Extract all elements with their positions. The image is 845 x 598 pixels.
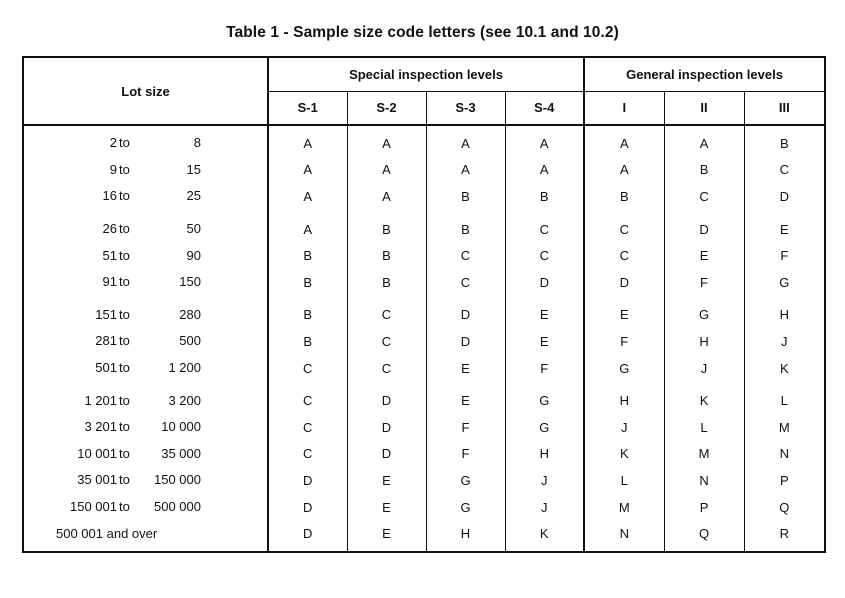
code-letter-cell: E	[347, 494, 426, 521]
lot-size-from: 91	[102, 274, 117, 290]
code-letter-cell: F	[664, 269, 744, 296]
special-inspection-header: Special inspection levels	[268, 57, 584, 91]
code-letter-cell: G	[664, 296, 744, 329]
table-body	[23, 125, 825, 552]
level-header-s3: S-3	[426, 91, 505, 125]
code-letter-cell: L	[780, 393, 788, 409]
code-letter-cell: A	[505, 125, 584, 157]
code-letter-cell: G	[426, 467, 505, 494]
table-row	[23, 381, 825, 414]
lot-size-cell	[23, 441, 268, 468]
lot-size-cell	[23, 381, 268, 414]
code-letter-cell: G	[426, 494, 505, 521]
code-letter-cell: A	[347, 157, 426, 184]
code-letter-cell: E	[584, 296, 664, 329]
code-letter-cell: C	[426, 269, 505, 296]
code-letter-cell: F	[426, 414, 505, 441]
code-letter-cell: H	[664, 328, 744, 355]
table-row	[23, 296, 825, 329]
code-letter-cell: G	[779, 274, 790, 290]
code-letter-cell: C	[268, 381, 347, 414]
lot-size-from: 26	[102, 221, 117, 237]
code-letter-cell: E	[664, 242, 744, 269]
lot-size-to-label: to	[119, 419, 130, 435]
lot-size-cell	[23, 296, 268, 329]
code-letter-cell: D	[268, 494, 347, 521]
table-row	[23, 125, 825, 157]
code-letter-cell: N	[584, 520, 664, 552]
lot-size-to-label: to	[119, 499, 130, 515]
code-letter-cell: E	[779, 221, 789, 237]
code-letter-cell: C	[347, 328, 426, 355]
lot-size-to-label: to	[119, 247, 130, 263]
code-letter-cell: H	[584, 381, 664, 414]
code-letter-cell: J	[505, 467, 584, 494]
lot-size-from: 35 001	[77, 472, 117, 488]
lot-size-from: 9	[109, 161, 117, 177]
lot-size-to-label: to	[119, 360, 130, 376]
lot-size-to-label: to	[119, 333, 130, 349]
code-letter-cell: B	[347, 269, 426, 296]
code-letter-cell: D	[347, 414, 426, 441]
lot-size-to: 35 000	[161, 445, 201, 461]
table-row	[23, 441, 825, 468]
lot-size-to: 50	[186, 221, 201, 237]
code-letter-cell: A	[664, 125, 744, 157]
code-letter-cell: D	[426, 328, 505, 355]
code-letter-cell: D	[779, 188, 789, 204]
code-letter-cell: B	[268, 242, 347, 269]
lot-size-cell	[23, 242, 268, 269]
level-header-s4: S-4	[505, 91, 584, 125]
lot-size-cell	[23, 414, 268, 441]
code-letter-cell: F	[505, 355, 584, 382]
lot-size-from: 16	[102, 188, 117, 204]
code-letter-cell: J	[781, 333, 788, 349]
table-row	[23, 210, 825, 243]
lot-size-from: 51	[102, 247, 117, 263]
lot-size-from: 1 201	[84, 392, 117, 408]
code-letter-cell: M	[584, 494, 664, 521]
code-letter-cell: L	[664, 414, 744, 441]
code-letter-cell: K	[505, 520, 584, 552]
code-letter-cell: C	[505, 242, 584, 269]
lot-size-from: 281	[95, 333, 117, 349]
code-letter-cell: E	[505, 296, 584, 329]
level-header-s2: S-2	[347, 91, 426, 125]
code-letter-cell: C	[584, 210, 664, 243]
table-row	[23, 157, 825, 184]
table-row	[23, 328, 825, 355]
lot-size-to: 10 000	[161, 419, 201, 435]
lot-size-cell	[23, 467, 268, 494]
code-letter-cell: D	[505, 269, 584, 296]
lot-size-to-label: to	[119, 306, 130, 322]
code-letter-cell: G	[584, 355, 664, 382]
lot-size-to: 280	[179, 306, 201, 322]
table-title: Table 1 - Sample size code letters (see 10.1 and 10.2)	[226, 24, 619, 41]
lot-size-from: 10 001	[77, 445, 117, 461]
lot-size-to-label: to	[119, 161, 130, 177]
code-letter-cell: B	[347, 210, 426, 243]
code-letter-cell: K	[779, 360, 789, 376]
lot-size-from: 2	[109, 135, 117, 151]
lot-size-to: 15	[186, 161, 201, 177]
code-letter-cell: A	[426, 125, 505, 157]
code-letter-cell: C	[268, 355, 347, 382]
level-header-ii: II	[664, 91, 744, 125]
lot-size-cell	[23, 494, 268, 521]
lot-size-cell	[23, 125, 268, 157]
code-letter-cell: D	[268, 467, 347, 494]
general-inspection-header: General inspection levels	[584, 57, 825, 91]
code-letter-cell: D	[664, 210, 744, 243]
lot-size-to-label: to	[119, 221, 130, 237]
lot-size-to: 1 200	[168, 360, 201, 376]
code-letter-cell: C	[347, 296, 426, 329]
code-letter-cell: A	[426, 157, 505, 184]
code-letter-cell: H	[426, 520, 505, 552]
lot-size-to-label: to	[119, 445, 130, 461]
code-letter-cell: A	[268, 183, 347, 210]
code-letter-cell: E	[347, 467, 426, 494]
code-letter-cell: C	[505, 210, 584, 243]
level-header-iii: III	[744, 91, 825, 125]
code-letter-cell: G	[505, 381, 584, 414]
code-letter-cell: A	[268, 210, 347, 243]
table-row	[23, 494, 825, 521]
lot-size-to-label: to	[119, 392, 130, 408]
sample-size-code-table	[22, 56, 826, 553]
code-letter-cell: D	[347, 381, 426, 414]
lot-size-cell	[23, 269, 268, 296]
lot-size-to-label: to	[119, 188, 130, 204]
code-letter-cell: E	[505, 328, 584, 355]
code-letter-cell: M	[778, 419, 790, 435]
lot-size-to: 3 200	[168, 392, 201, 408]
code-letter-cell: C	[426, 242, 505, 269]
lot-size-to-label: to	[119, 274, 130, 290]
lot-size-to: 500	[179, 333, 201, 349]
code-letter-cell: C	[584, 242, 664, 269]
code-letter-cell: D	[347, 441, 426, 468]
code-letter-cell: B	[426, 183, 505, 210]
lot-size-from: 151	[95, 306, 117, 322]
code-letter-cell: F	[426, 441, 505, 468]
code-letter-cell: F	[780, 248, 789, 264]
lot-size-to: 25	[186, 188, 201, 204]
code-letter-cell: B	[268, 328, 347, 355]
lot-size-cell	[23, 328, 268, 355]
code-letter-cell: A	[268, 125, 347, 157]
code-letter-cell: E	[426, 381, 505, 414]
lot-size-from: 3 201	[84, 419, 117, 435]
code-letter-cell: R	[779, 526, 789, 542]
lot-size-cell	[23, 355, 268, 382]
code-letter-cell: A	[347, 183, 426, 210]
lot-size-to: 500 000	[154, 499, 201, 515]
code-letter-cell: Q	[779, 499, 790, 515]
code-letter-cell: B	[268, 296, 347, 329]
level-header-s1: S-1	[268, 91, 347, 125]
lot-size-to: 150 000	[154, 472, 201, 488]
lot-size-to-label: to	[119, 472, 130, 488]
code-letter-cell: H	[779, 307, 789, 323]
code-letter-cell: B	[268, 269, 347, 296]
table-row	[23, 242, 825, 269]
table-row	[23, 520, 825, 552]
lot-size-cell	[23, 157, 268, 184]
code-letter-cell: C	[268, 441, 347, 468]
code-letter-cell: E	[426, 355, 505, 382]
table-row	[23, 183, 825, 210]
code-letter-cell: D	[584, 269, 664, 296]
code-letter-cell: C	[664, 183, 744, 210]
lot-size-cell	[23, 520, 268, 552]
code-letter-cell: H	[505, 441, 584, 468]
code-letter-cell: J	[584, 414, 664, 441]
code-letter-cell: M	[664, 441, 744, 468]
lot-size-to: 150	[179, 274, 201, 290]
code-letter-cell: D	[426, 296, 505, 329]
lot-size-cell	[23, 183, 268, 210]
code-letter-cell: B	[505, 183, 584, 210]
code-letter-cell: B	[779, 135, 789, 151]
code-letter-cell: B	[426, 210, 505, 243]
code-letter-cell: A	[505, 157, 584, 184]
code-letter-cell: J	[664, 355, 744, 382]
code-letter-cell: C	[268, 414, 347, 441]
table-row	[23, 355, 825, 382]
lot-size-open-range: 500 001 and over	[56, 525, 158, 541]
code-letter-cell: B	[584, 183, 664, 210]
code-letter-cell: D	[268, 520, 347, 552]
code-letter-cell: J	[505, 494, 584, 521]
code-letter-cell: L	[584, 467, 664, 494]
code-letter-cell: B	[664, 157, 744, 184]
code-letter-cell: P	[779, 472, 789, 488]
code-letter-cell: G	[505, 414, 584, 441]
lot-size-header: Lot size	[23, 57, 268, 125]
code-letter-cell: C	[779, 162, 789, 178]
lot-size-cell	[23, 210, 268, 243]
table-row	[23, 467, 825, 494]
code-letter-cell: E	[347, 520, 426, 552]
lot-size-to: 8	[193, 135, 201, 151]
code-letter-cell: A	[347, 125, 426, 157]
code-letter-cell: N	[779, 446, 789, 462]
code-letter-cell: B	[347, 242, 426, 269]
code-letter-cell: A	[268, 157, 347, 184]
code-letter-cell: Q	[664, 520, 744, 552]
lot-size-to: 90	[186, 247, 201, 263]
code-letter-cell: A	[584, 157, 664, 184]
code-letter-cell: N	[664, 467, 744, 494]
code-letter-cell: K	[584, 441, 664, 468]
code-letter-cell: A	[584, 125, 664, 157]
code-letter-cell: F	[584, 328, 664, 355]
table-row	[23, 414, 825, 441]
lot-size-to-label: to	[119, 135, 130, 151]
lot-size-from: 150 001	[70, 499, 117, 515]
table-row	[23, 269, 825, 296]
code-letter-cell: C	[347, 355, 426, 382]
lot-size-from: 501	[95, 360, 117, 376]
level-header-i: I	[584, 91, 664, 125]
code-letter-cell: P	[664, 494, 744, 521]
code-letter-cell: K	[664, 381, 744, 414]
